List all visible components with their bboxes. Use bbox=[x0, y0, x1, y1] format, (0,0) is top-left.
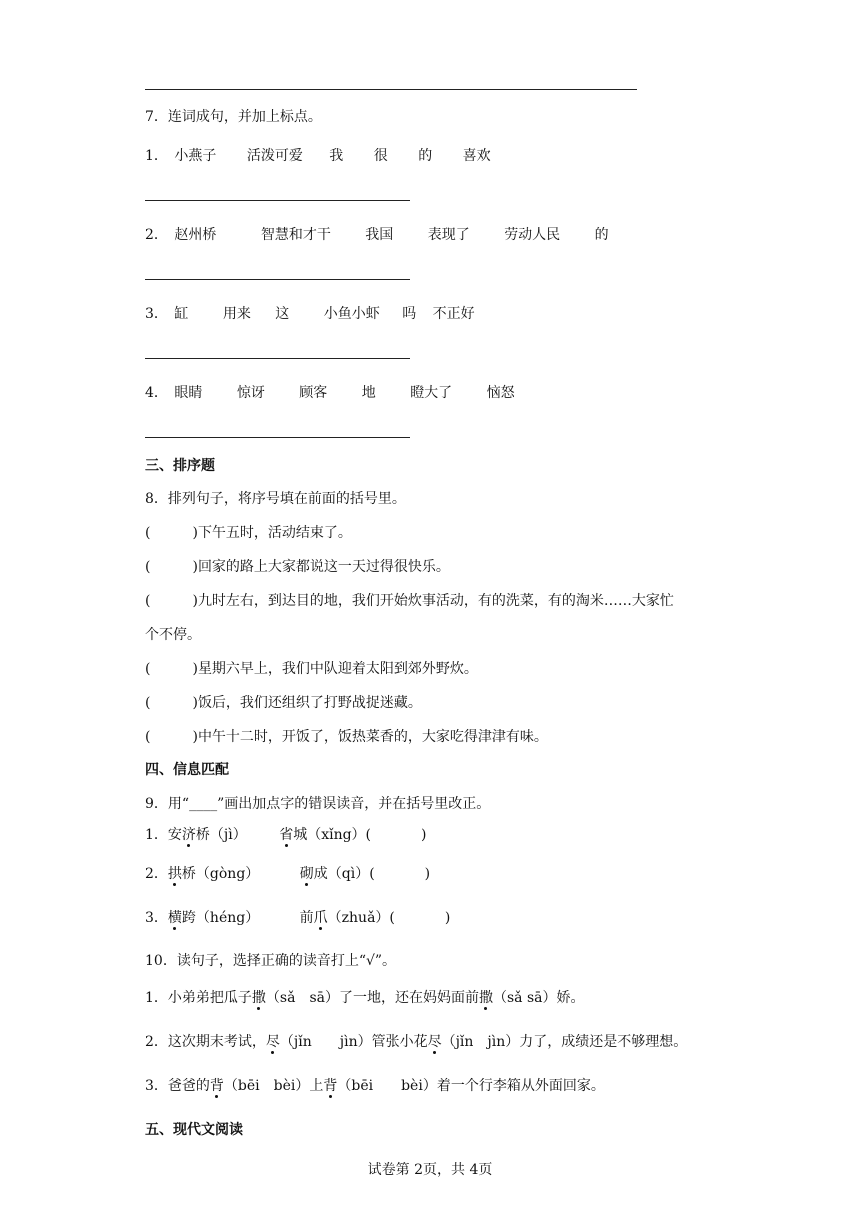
q7-item-2: 2． 赵州桥 智慧和才干 我国 表现了 劳动人民 的 bbox=[145, 227, 609, 243]
q7-item-3: 3． 缸 用来 这 小鱼小虾 吗 不正好 bbox=[145, 306, 475, 322]
q8-item: ( )下午五时，活动结束了。 bbox=[145, 525, 352, 541]
q10-item-1: 1．小弟弟把瓜子撒（sǎ sā）了一地，还在妈妈面前撒（sǎ sā）娇。 bbox=[145, 990, 585, 1006]
answer-line bbox=[145, 279, 410, 280]
q8-item: ( )回家的路上大家都说这一天过得很快乐。 bbox=[145, 559, 450, 575]
q7-item-1: 1． 小燕子 活泼可爱 我 很 的 喜欢 bbox=[145, 148, 491, 164]
q8-item: ( )中午十二时，开饭了，饭热菜香的，大家吃得津津有味。 bbox=[145, 729, 548, 745]
q10-item-3: 3．爸爸的背（bēi bèi）上背（bēi bèi）着一个行李箱从外面回家。 bbox=[145, 1078, 605, 1094]
q7-title: 7．连词成句，并加上标点。 bbox=[145, 109, 322, 125]
q10-title: 10．读句子，选择正确的读音打上“√”。 bbox=[145, 953, 397, 969]
q8-title: 8．排列句子，将序号填在前面的括号里。 bbox=[145, 491, 406, 507]
q9-item-1: 1．安济桥（jì） 省城（xǐng）( ) bbox=[145, 827, 427, 843]
q10-item-2: 2．这次期末考试，尽（jǐn jìn）管张小花尽（jǐn jìn）力了，成绩还是不够理想。 bbox=[145, 1034, 688, 1050]
q8-item: ( )九时左右，到达目的地，我们开始炊事活动，有的洗菜，有的淘米……大家忙 bbox=[145, 593, 674, 609]
q9-item-3: 3．横跨（héng） 前爪（zhuǎ）( ) bbox=[145, 910, 451, 926]
section-heading: 五、现代文阅读 bbox=[145, 1122, 243, 1138]
answer-line-top bbox=[145, 89, 637, 90]
q8-item: ( )饭后，我们还组织了打野战捉迷藏。 bbox=[145, 695, 422, 711]
item-num: 1． bbox=[145, 148, 168, 164]
section-heading: 四、信息匹配 bbox=[145, 762, 229, 778]
q9-title: 9．用“____”画出加点字的错误读音，并在括号里改正。 bbox=[145, 796, 491, 812]
answer-line bbox=[145, 437, 410, 438]
q9-item-2: 2．拱桥（gòng） 砌成（qì）( ) bbox=[145, 866, 431, 882]
answer-line bbox=[145, 358, 410, 359]
q7-item-4: 4． 眼睛 惊讶 顾客 地 瞪大了 恼怒 bbox=[145, 385, 515, 401]
q8-item: ( )星期六早上，我们中队迎着太阳到郊外野炊。 bbox=[145, 661, 478, 677]
page-footer: 试卷第 2页，共 4页 bbox=[367, 1162, 493, 1178]
q8-item-continuation: 个不停。 bbox=[145, 627, 201, 643]
section-heading: 三、排序题 bbox=[145, 458, 215, 474]
answer-line bbox=[145, 200, 410, 201]
